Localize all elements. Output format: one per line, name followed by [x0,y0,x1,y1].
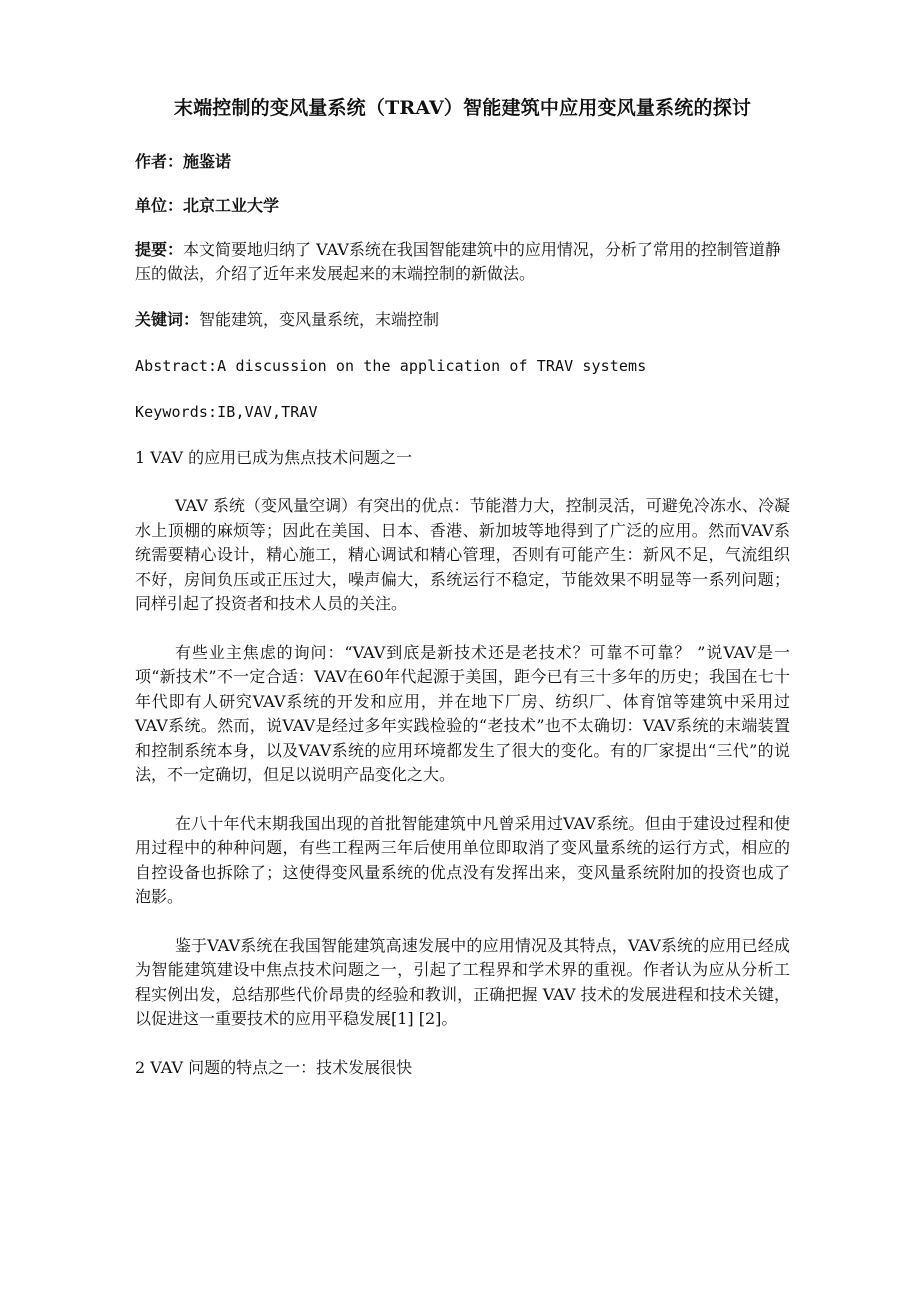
author-label: 作者： [135,152,184,171]
keywords-cn-line [135,308,790,332]
author-line [135,150,790,174]
summary-label: 提要： [135,240,184,259]
document-page [135,92,790,1104]
summary-text: 本文简要地归纳了 VAV系统在我国智能建筑中的应用情况，分析了常用的控制管道静压的做法，介绍了近年来发展起来的末端控制的新做法。 [135,240,781,283]
body-paragraph: 鉴于VAV系统在我国智能建筑高速发展中的应用情况及其特点，VAV系统的应用已经成为智能建筑建设中焦点技术问题之一，引起了工程界和学术界的重视。作者认为应从分析工程实例出发，总结那些代价昂贵的经验和教训，正确把握 VAV 技术的发展进程和技术关键，以促进这一重要技术的应用平稳发展[1] [2]。 [135,935,790,1028]
section-heading: 2 VAV 问题的特点之一：技术发展很快 [135,1057,413,1077]
body-paragraph: VAV 系统（变风量空调）有突出的优点：节能潜力大，控制灵活，可避免冷冻水、冷凝水上顶棚的麻烦等；因此在美国、日本、香港、新加坡等地得到了广泛的应用。然而VAV系统需要精心设计，精心施工，精心调试和精心管理，否则有可能产生：新风不足，气流组织不好，房间负压或正压过大，噪声偏大，系统运行不稳定，节能效果不明显等一系列问题；同样引起了投资者和技术人员的关注。 [135,496,790,613]
body-paragraph: 有些业主焦虑的询问：“VAV到底是新技术还是老技术？可靠不可靠？ ”说VAV是一项“新技术”不一定合适：VAV在60年代起源于美国，距今已有三十多年的历史；我国在七十年代即有人研究VAV系统的开发和应用，并在地下厂房、纺织厂、体育馆等建筑中采用过VAV系统。然而，说VAV是经过多年实践检验的“老技术”也不太确切：VAV系统的末端装置和控制系统本身，以及VAV系统的应用环境都发生了很大的变化。有的厂家提出“三代”的说法，不一定确切，但足以说明产品变化之大。 [135,642,790,784]
author-name: 施鉴诺 [183,152,232,171]
section-heading: 1 VAV 的应用已成为焦点技术问题之一 [135,448,413,467]
affiliation-line [135,194,790,218]
abstract-en: Abstract:A discussion on the application of TRAV systems [135,357,647,375]
document-title: 末端控制的变风量系统（TRAV）智能建筑中应用变风量系统的探讨 [173,97,752,119]
body-paragraph: 在八十年代末期我国出现的首批智能建筑中凡曾采用过VAV系统。但由于建设过程和使用过程中的种种问题，有些工程两三年后使用单位即取消了变风量系统的运行方式，相应的自控设备也拆除了；这使得变风量系统的优点没有发挥出来，变风量系统附加的投资也成了泡影。 [135,813,790,906]
affiliation-name: 北京工业大学 [183,196,280,215]
summary-paragraph [135,238,790,286]
affiliation-label: 单位： [135,196,184,215]
keywords-cn-label: 关键词： [135,310,200,329]
keywords-en: Keywords:IB,VAV,TRAV [135,403,318,421]
keywords-cn-text: 智能建筑，变风量系统，末端控制 [199,310,440,329]
